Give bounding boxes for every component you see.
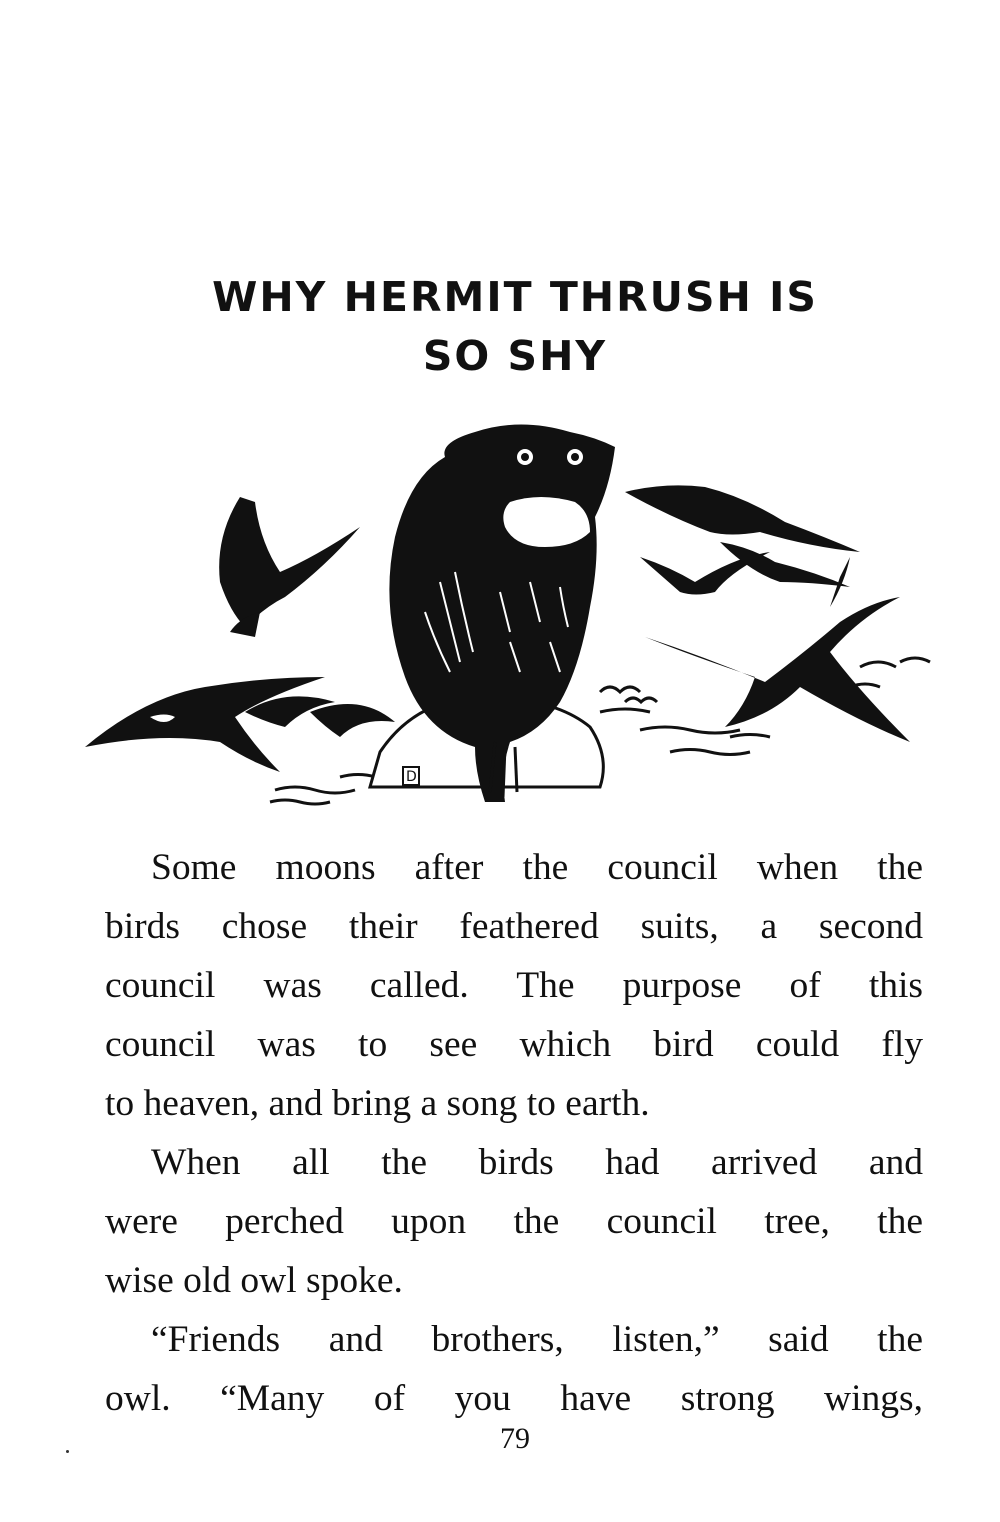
owl-and-birds-illustration xyxy=(80,412,950,812)
text-line: When all the birds had arrived and xyxy=(151,1142,923,1183)
body-text xyxy=(105,838,923,1428)
text-line: Some moons after the council when the xyxy=(151,847,923,888)
text-line: birds chose their feathered suits, a second xyxy=(105,906,923,947)
text-line: owl. “Many of you have strong wings, xyxy=(105,1378,923,1419)
paper-speck xyxy=(66,1450,69,1453)
text-line: council was to see which bird could fly xyxy=(105,1024,923,1065)
text-line: wise old owl spoke. xyxy=(105,1260,403,1301)
distant-gulls xyxy=(600,687,657,702)
chapter-title-line-1: WHY HERMIT THRUSH IS xyxy=(212,273,818,321)
text-line: council was called. The purpose of this xyxy=(105,965,923,1006)
artist-monogram xyxy=(403,767,419,785)
chapter-title-line-2: SO SHY xyxy=(422,332,608,380)
paragraph-2 xyxy=(105,1133,923,1310)
text-line: “Friends and brothers, listen,” said the xyxy=(151,1319,923,1360)
paragraph-1 xyxy=(105,838,923,1133)
birds-lower-middle xyxy=(245,696,395,737)
text-line: were perched upon the council tree, the xyxy=(105,1201,923,1242)
swallow-upper-left xyxy=(219,497,360,637)
monogram-letter: D xyxy=(406,769,417,785)
page-number: 79 xyxy=(500,1422,530,1455)
paragraph-3 xyxy=(105,1310,923,1428)
bird-lower-left xyxy=(85,677,325,772)
birds-upper-right xyxy=(625,485,860,594)
text-line: to heaven, and bring a song to earth. xyxy=(105,1083,650,1124)
